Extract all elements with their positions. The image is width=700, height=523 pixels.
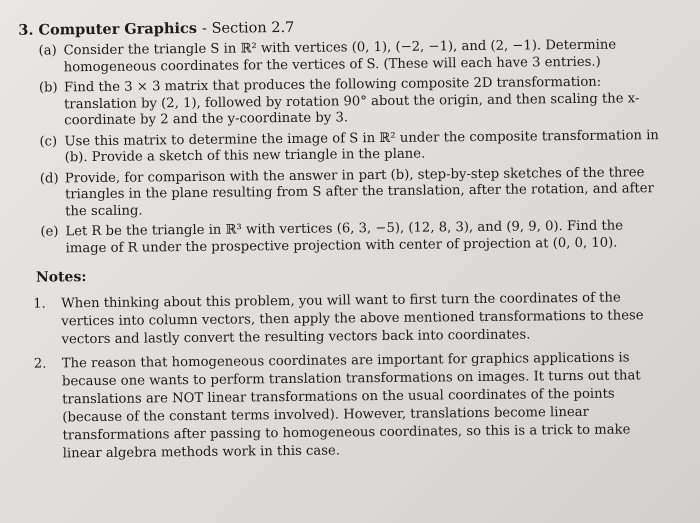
note-item-1 <box>33 289 664 350</box>
problem-title-text: 3. Computer Graphics <box>18 19 198 39</box>
part-a <box>38 37 658 76</box>
notes-list <box>33 289 665 470</box>
part-d <box>40 165 660 221</box>
note-item-2 <box>34 349 665 464</box>
part-text: Use this matrix to determine the image of S in ℝ² under the composite transformation in (b). Provide a sketch of this new triangle in the plane. <box>64 127 659 166</box>
part-b <box>39 74 659 130</box>
notes-heading: Notes: <box>35 269 87 286</box>
problem-section: - Section 2.7 <box>201 19 295 37</box>
problem-title <box>18 19 294 39</box>
part-label: (c) <box>39 133 58 150</box>
part-label: (a) <box>38 43 57 59</box>
part-label: (d) <box>39 170 59 187</box>
note-text: When thinking about this problem, you will want to first turn the coordinates of the vertices into column vectors, then apply the above mentioned transformations to these vectors and lastly convert the resulting vectors back into coordinates. <box>61 290 644 348</box>
part-label: (e) <box>40 224 59 240</box>
part-text: Find the 3 × 3 matrix that produces the following composite 2D transformation: translation by (2, 1), followed by rotation 90° about the origin, and then scaling the x-coordinate by 2 and the y-coordinate by 3. <box>63 74 640 129</box>
part-text: Consider the triangle S in ℝ² with vertices (0, 1), (−2, −1), and (2, −1). Determine homogeneous coordinates for the vertices of S. (These will each have 3 entries.) <box>63 37 617 75</box>
part-text: Let R be the triangle in ℝ³ with vertices (6, 3, −5), (12, 8, 3), and (9, 9, 0). Find the image of R under the prospective projection with center of projection at (0, 0, 10). <box>65 218 624 256</box>
part-label: (b) <box>38 80 58 96</box>
problem-parts <box>38 37 660 261</box>
part-text: Provide, for comparison with the answer in part (b), step-by-step sketches of the three triangles in the plane resulting from S after the translation, after the rotation, and after the scaling. <box>64 164 654 219</box>
note-number: 1. <box>33 296 46 312</box>
note-text: The reason that homogeneous coordinates are important for graphics applications is because one wants to perform translation transformations on images. It turns out that translations are NOT linear transformations on the usual coordinates of the points (because of the constant terms involved). However, translations become linear transformations after passing to homogeneous coordinates, so this is a trick to make linear algebra methods work in this case. <box>61 350 641 462</box>
note-number: 2. <box>33 356 47 372</box>
part-e <box>40 218 660 257</box>
part-c <box>39 128 659 167</box>
